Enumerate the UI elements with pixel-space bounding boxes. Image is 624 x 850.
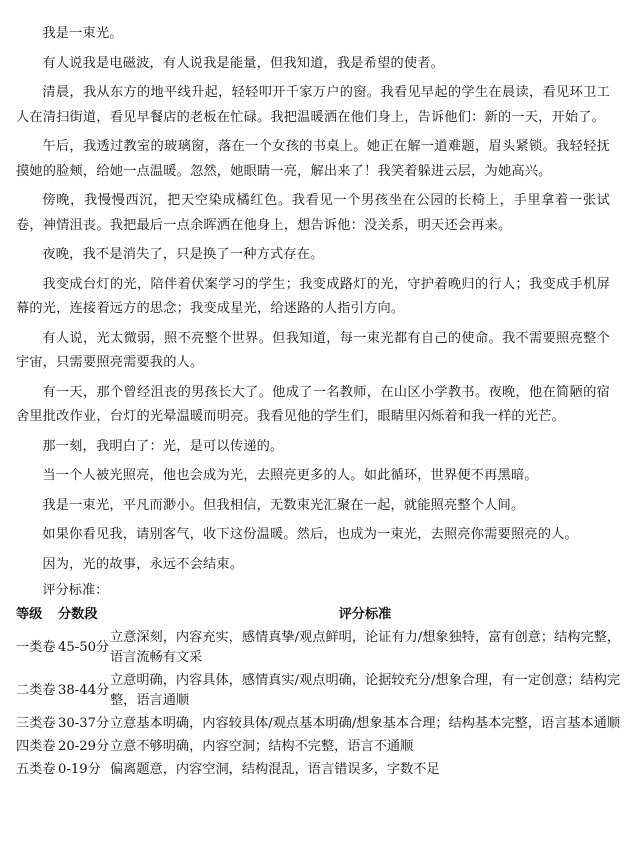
rubric-header-row [16,603,620,627]
essay-paragraph: 我是一束光，平凡而渺小。但我相信，无数束光汇聚在一起，就能照亮整个人间。 [42,497,525,513]
essay-paragraph: 有人说我是电磁波，有人说我是能量，但我知道，我是希望的使者。 [42,55,445,71]
score-range-cell: 45-50分 [58,640,110,655]
score-range-cell: 38-44分 [58,683,110,698]
criteria-cell: 立意明确，内容具体，感情真实/观点明确，论据较充分/想象合理，有一定创意；结构完整，语言通顺 [110,673,621,708]
essay-paragraph: 我是一束光。 [42,26,123,41]
essay-paragraph: 那一刻，我明白了：光，是可以传递的。 [42,438,284,454]
grade-cell: 四类卷 [16,739,56,754]
essay-paragraph: 夜晚，我不是消失了，只是换了一种方式存在。 [42,247,324,262]
score-range-cell: 20-29分 [58,739,110,754]
essay-paragraph: 当一个人被光照亮，他也会成为光，去照亮更多的人。如此循环，世界便不再黑暗。 [42,468,538,483]
essay-body [16,22,610,577]
essay-paragraph: 因为，光的故事，永远不会结束。 [42,556,244,572]
score-range-cell: 0-19分 [58,762,101,777]
essay-paragraph: 傍晚，我慢慢西沉，把天空染成橘红色。我看见一个男孩坐在公园的长椅上，手里拿着一张试卷，神情沮丧。我把最后一点余晖洒在他身上，想告诉他：没关系，明天还会再来。 [16,193,610,233]
essay-paragraph: 我变成台灯的光，陪伴着伏案学习的学生；我变成路灯的光，守护着晚归的行人；我变成手机屏幕的光，连接着远方的思念；我变成星光，给迷路的人指引方向。 [16,276,610,316]
rubric-table [16,603,620,782]
table-row [16,736,620,759]
essay-paragraph: 有人说，光太微弱，照不亮整个世界。但我知道，每一束光都有自己的使命。我不需要照亮整个宇宙，只需要照亮需要我的人。 [16,330,610,370]
rubric-heading: 评分标准： [42,583,109,598]
column-header-grade: 等级 [16,607,43,622]
criteria-cell: 立意基本明确，内容较具体/观点基本明确/想象基本合理；结构基本完整，语言基本通顺 [110,716,621,731]
criteria-cell: 偏离题意，内容空洞，结构混乱，语言错误多，字数不足 [110,762,440,777]
table-row [16,759,620,782]
column-header-criteria: 评分标准 [338,607,392,622]
score-range-cell: 30-37分 [58,716,110,731]
grade-cell: 二类卷 [16,683,56,698]
criteria-cell: 立意不够明确，内容空洞；结构不完整，语言不通顺 [110,739,414,754]
grade-cell: 五类卷 [16,762,56,777]
table-row [16,713,620,736]
table-row [16,670,620,713]
essay-paragraph: 如果你看见我，请别客气，收下这份温暖。然后，也成为一束光，去照亮你需要照亮的人。 [42,527,578,542]
essay-paragraph: 清晨，我从东方的地平线升起，轻轻叩开千家万户的窗。我看见早起的学生在晨读，看见环卫工人在清扫街道，看见早餐店的老板在忙碌。我把温暖洒在他们身上，告诉他们：新的一天，开始了。 [16,85,610,125]
table-row [16,627,620,670]
essay-paragraph: 午后，我透过教室的玻璃窗，落在一个女孩的书桌上。她正在解一道难题，眉头紧锁。我轻轻抚摸她的脸颊，给她一点温暖。忽然，她眼睛一亮，解出来了！我笑着躲进云层，为她高兴。 [16,139,610,179]
essay-paragraph: 有一天，那个曾经沮丧的男孩长大了。他成了一名教师，在山区小学教书。夜晚，他在简陋的宿舍里批改作业，台灯的光晕温暖而明亮。我看见他的学生们，眼睛里闪烁着和我一样的光芒。 [16,384,610,424]
column-header-score-range: 分数段 [58,607,98,622]
criteria-cell: 立意深刻，内容充实，感情真挚/观点鲜明，论证有力/想象独特，富有创意；结构完整，语言流畅有文采 [110,630,621,665]
grade-cell: 一类卷 [16,640,56,655]
grade-cell: 三类卷 [16,716,56,731]
